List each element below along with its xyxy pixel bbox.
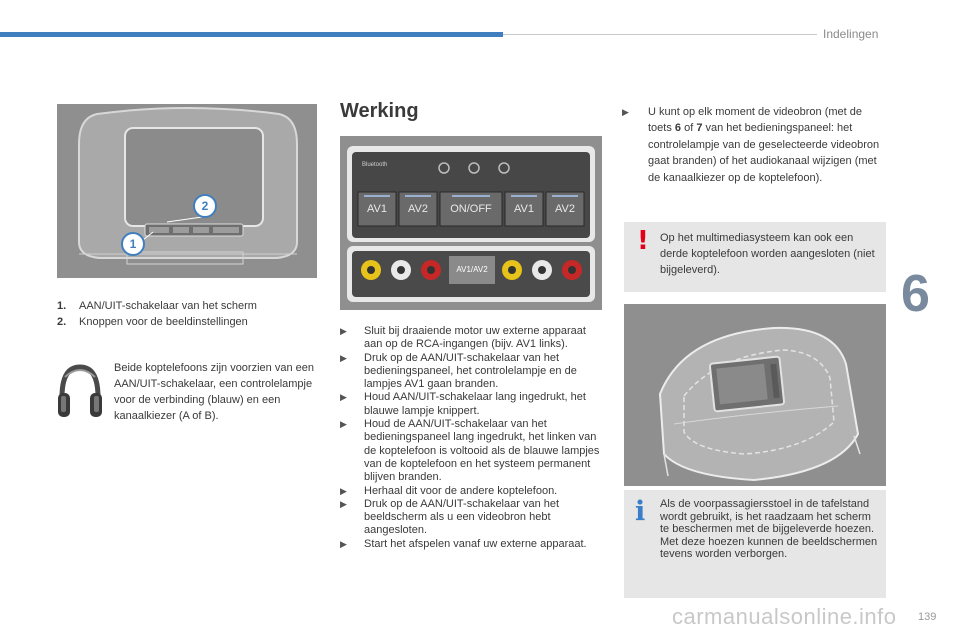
- legend-item: [57, 314, 257, 330]
- warning-note: [624, 222, 886, 292]
- legend-text: AAN/UIT-schakelaar van het scherm: [79, 300, 257, 312]
- key-6: 6: [674, 122, 682, 135]
- werking-heading: Werking: [340, 100, 419, 122]
- header-accent-bar: [0, 32, 503, 37]
- warning-icon: !: [637, 226, 649, 256]
- legend-num: 2.: [57, 316, 67, 328]
- bullet-arrow-icon: ▶: [340, 392, 347, 403]
- legend-num: 1.: [57, 300, 67, 312]
- page-number: 139: [918, 611, 937, 623]
- step-item: ▶ Sluit bij draaiende motor uw externe apparaat aan op de RCA-ingangen (bijv. AV1 links).: [340, 325, 586, 351]
- step-item: ▶ Druk op de AAN/UIT-schakelaar van het bedieningspaneel, het controlelampje en de lampjes AV1 gaan branden.: [340, 351, 577, 391]
- step-item: ▶ Druk op de AAN/UIT-schakelaar van het beeldscherm als u een videobron hebt aangesloten.: [340, 497, 560, 537]
- callout-1: 1: [121, 232, 145, 256]
- panel-jack-label: AV1/AV2: [456, 265, 488, 274]
- figure-legend: [57, 298, 257, 330]
- legend-item: [57, 298, 257, 314]
- step-item: ▶ Herhaal dit voor de andere koptelefoon.: [340, 484, 558, 497]
- step-item: ▶ Houd AAN/UIT-schakelaar lang ingedrukt, het blauwe lampje knippert.: [340, 391, 586, 417]
- operation-steps: [340, 325, 602, 551]
- legend-text: Knoppen voor de beeldinstellingen: [79, 316, 248, 328]
- info-note: [624, 490, 886, 598]
- watermark: carmanualsonline.info: [672, 604, 897, 629]
- key-7: 7: [696, 122, 703, 135]
- seat-cover-figure: [624, 304, 886, 486]
- header-rule: [503, 34, 817, 35]
- control-panel-figure: [340, 136, 602, 310]
- headphone-icon: [57, 363, 103, 419]
- headphones-description: Beide koptelefoons zijn voorzien van een AAN/UIT-schakelaar, een controlelampje voor de verbinding (blauw) en een kanaalkiezer (A of B).: [114, 362, 314, 422]
- step-item: ▶ Start het afspelen vanaf uw externe apparaat.: [340, 537, 587, 550]
- bullet-arrow-icon: ▶: [622, 107, 629, 117]
- screen-figure: [57, 104, 317, 278]
- bullet-arrow-icon: ▶: [340, 538, 347, 549]
- info-icon: i: [635, 496, 646, 527]
- panel-brand-label: Bluetooth: [362, 162, 388, 168]
- panel-button-av2-right: AV2: [555, 203, 575, 215]
- panel-button-av2: AV2: [408, 203, 428, 215]
- bullet-arrow-icon: ▶: [340, 326, 347, 336]
- chapter-number: 6: [901, 265, 930, 323]
- bullet-arrow-icon: ▶: [340, 485, 347, 496]
- warning-text: Op het multimediasysteem kan ook een derde koptelefoon worden aangesloten (niet bijgeleverd).: [660, 232, 875, 276]
- bullet-arrow-icon: ▶: [340, 419, 347, 430]
- section-title: Indelingen: [823, 27, 879, 41]
- panel-button-av1-right: AV1: [514, 203, 534, 215]
- bullet-arrow-icon: ▶: [340, 498, 347, 509]
- callout-2: 2: [193, 194, 217, 218]
- panel-button-onoff: ON/OFF: [450, 203, 492, 215]
- step-item: ▶ Houd de AAN/UIT-schakelaar van het bedieningspaneel lang ingedrukt, het linken van de koptelefoon is voltooid als de blauwe lampjes van de koptelefoon en het systeem permanent blijven branden.: [340, 418, 600, 484]
- panel-button-av1: AV1: [367, 203, 387, 215]
- info-text: Als de voorpassagiersstoel in de tafelstand wordt gebruikt, is het raadzaam het scherm te beschermen met de bijgeleverde hoezen. Met deze hoezen kunnen de beeldschermen tevens worden verborgen.: [660, 498, 878, 560]
- bullet-arrow-icon: ▶: [340, 352, 347, 363]
- videobron-step: ▶ U kunt op elk moment de videobron (met de toets 6 of 7 van het bedieningspaneel: het controlelampje van de geselecteerde videobron gaat branden) of het audiokanaal wijzigen (met de kanaalkiezer op de koptelefoon).: [622, 106, 880, 184]
